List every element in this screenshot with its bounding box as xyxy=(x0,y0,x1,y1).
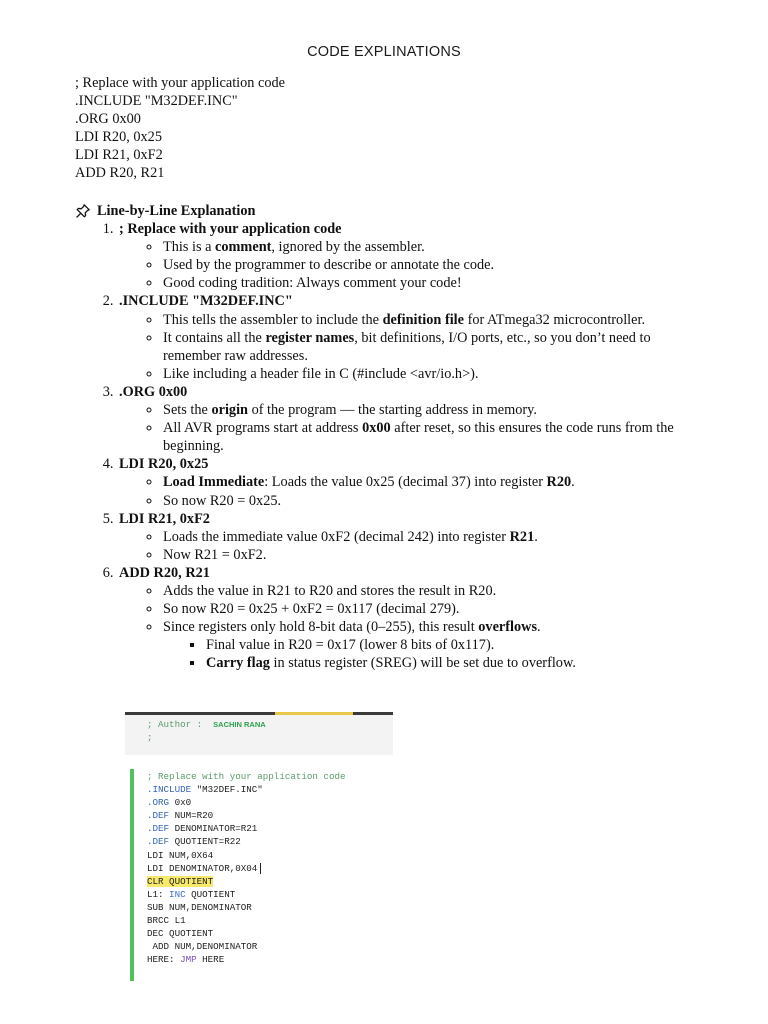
list-item xyxy=(117,510,685,564)
item-title: ADD R20, R21 xyxy=(119,564,210,581)
bullet: ◦ This tells the assembler to include the definition file for ATmega32 microcontroller. xyxy=(162,311,685,329)
code-listing xyxy=(75,74,285,183)
code-line: SUB NUM,DENOMINATOR xyxy=(147,901,252,913)
bullet-list xyxy=(119,473,685,509)
bullet: ◦ Now R21 = 0xF2. xyxy=(162,546,685,564)
explanation-section xyxy=(75,202,685,672)
bullet-list xyxy=(119,311,685,383)
item-title: LDI R20, 0x25 xyxy=(119,456,209,473)
bullet: ◦ Like including a header file in C (#include <avr/io.h>). xyxy=(162,365,685,383)
bullet-list xyxy=(119,528,685,564)
item-title: .ORG 0x00 xyxy=(119,383,188,400)
document-title: CODE EXPLINATIONS xyxy=(307,44,461,60)
bullet: ◦ Sets the origin of the program — the starting address in memory. xyxy=(162,401,685,419)
code-line: LDI DENOMINATOR,0X04 xyxy=(147,862,345,875)
comment-semicolon: ; xyxy=(147,732,153,743)
code-line: .ORG 0x0 xyxy=(147,797,192,809)
bullet: ◦ So now R20 = 0x25. xyxy=(162,492,685,510)
editor-code xyxy=(147,770,345,966)
code-line: .DEF DENOMINATOR=R21 xyxy=(147,823,258,835)
code-line: BRCC L1 xyxy=(147,915,186,927)
code-line: DEC QUOTIENT xyxy=(147,928,214,940)
bullet: ◦ It contains all the register names, bit definitions, I/O ports, etc., so you don’t need to remember raw addresses. xyxy=(162,329,685,365)
code-line: .DEF QUOTIENT=R22 xyxy=(147,836,241,848)
item-title: .INCLUDE "M32DEF.INC" xyxy=(119,293,293,310)
code-editor-screenshot xyxy=(125,709,393,981)
bullet-list xyxy=(119,582,685,672)
code-line: L1: INC QUOTIENT xyxy=(147,888,236,900)
item-title: ; Replace with your application code xyxy=(119,221,342,238)
code-line: HERE: JMP HERE xyxy=(147,954,225,966)
sub-bullet: ▪ Carry flag in status register (SREG) will be set due to overflow. xyxy=(205,654,685,672)
bullet: ◦ Used by the programmer to describe or annotate the code. xyxy=(162,256,685,274)
explanation-heading xyxy=(75,202,685,220)
list-item xyxy=(117,455,685,509)
sub-bullet: ▪ Final value in R20 = 0x17 (lower 8 bits of 0x117). xyxy=(205,636,685,654)
code-line: ; Replace with your application code xyxy=(75,75,286,91)
code-line: LDI R20, 0x25 xyxy=(75,129,162,146)
explanation-list xyxy=(75,220,685,672)
code-line: .INCLUDE "M32DEF.INC" xyxy=(147,784,263,796)
text-cursor xyxy=(260,863,261,874)
author-comment: ; Author : SACHIN RANA xyxy=(147,719,266,730)
code-line: LDI NUM,0X64 xyxy=(147,849,214,861)
code-line: LDI R21, 0xF2 xyxy=(75,147,163,164)
list-item xyxy=(117,383,685,455)
list-item xyxy=(117,220,685,292)
code-line: ADD NUM,DENOMINATOR xyxy=(147,941,258,953)
bullet: ◦ Loads the immediate value 0xF2 (decimal 242) into register R21. xyxy=(162,528,685,546)
item-title: LDI R21, 0xF2 xyxy=(119,510,210,527)
bullet: ◦ Good coding tradition: Always comment your code! xyxy=(162,274,685,292)
code-line: ADD R20, R21 xyxy=(75,165,165,182)
bullet: ◦ So now R20 = 0x25 + 0xF2 = 0x117 (decimal 279). xyxy=(162,600,685,618)
list-item xyxy=(117,292,685,382)
code-line: ; Replace with your application code xyxy=(147,771,346,782)
code-line: .INCLUDE "M32DEF.INC" xyxy=(75,93,238,110)
explanation-heading-text: Line-by-Line Explanation xyxy=(97,203,256,219)
list-item xyxy=(117,564,685,673)
bullet: ◦ Load Immediate: Loads the value 0x25 (decimal 37) into register R20. xyxy=(162,473,685,491)
sub-bullet-list xyxy=(163,636,685,672)
code-line: .DEF NUM=R20 xyxy=(147,810,214,822)
bullet-list xyxy=(119,238,685,292)
bullet-list xyxy=(119,401,685,455)
bullet: ◦ Adds the value in R21 to R20 and stores the result in R20. xyxy=(162,582,685,600)
code-line xyxy=(147,875,345,888)
change-indicator-bar xyxy=(130,769,134,981)
bullet: ◦ All AVR programs start at address 0x00 after reset, so this ensures the code runs from the beginning. xyxy=(162,419,685,455)
bullet: ◦ This is a comment, ignored by the assembler. xyxy=(162,238,685,256)
code-line: .ORG 0x00 xyxy=(75,111,141,128)
highlighted-code: CLR QUOTIENT xyxy=(147,875,214,887)
bullet: ◦ Since registers only hold 8-bit data (0–255), this result overflows. ▪ Final value in R20 = 0x17 (lower 8 bits of 0x117). ▪ Carry flag in status register (SREG) will be set due to overflow. xyxy=(162,618,685,672)
pushpin-icon xyxy=(75,203,91,219)
